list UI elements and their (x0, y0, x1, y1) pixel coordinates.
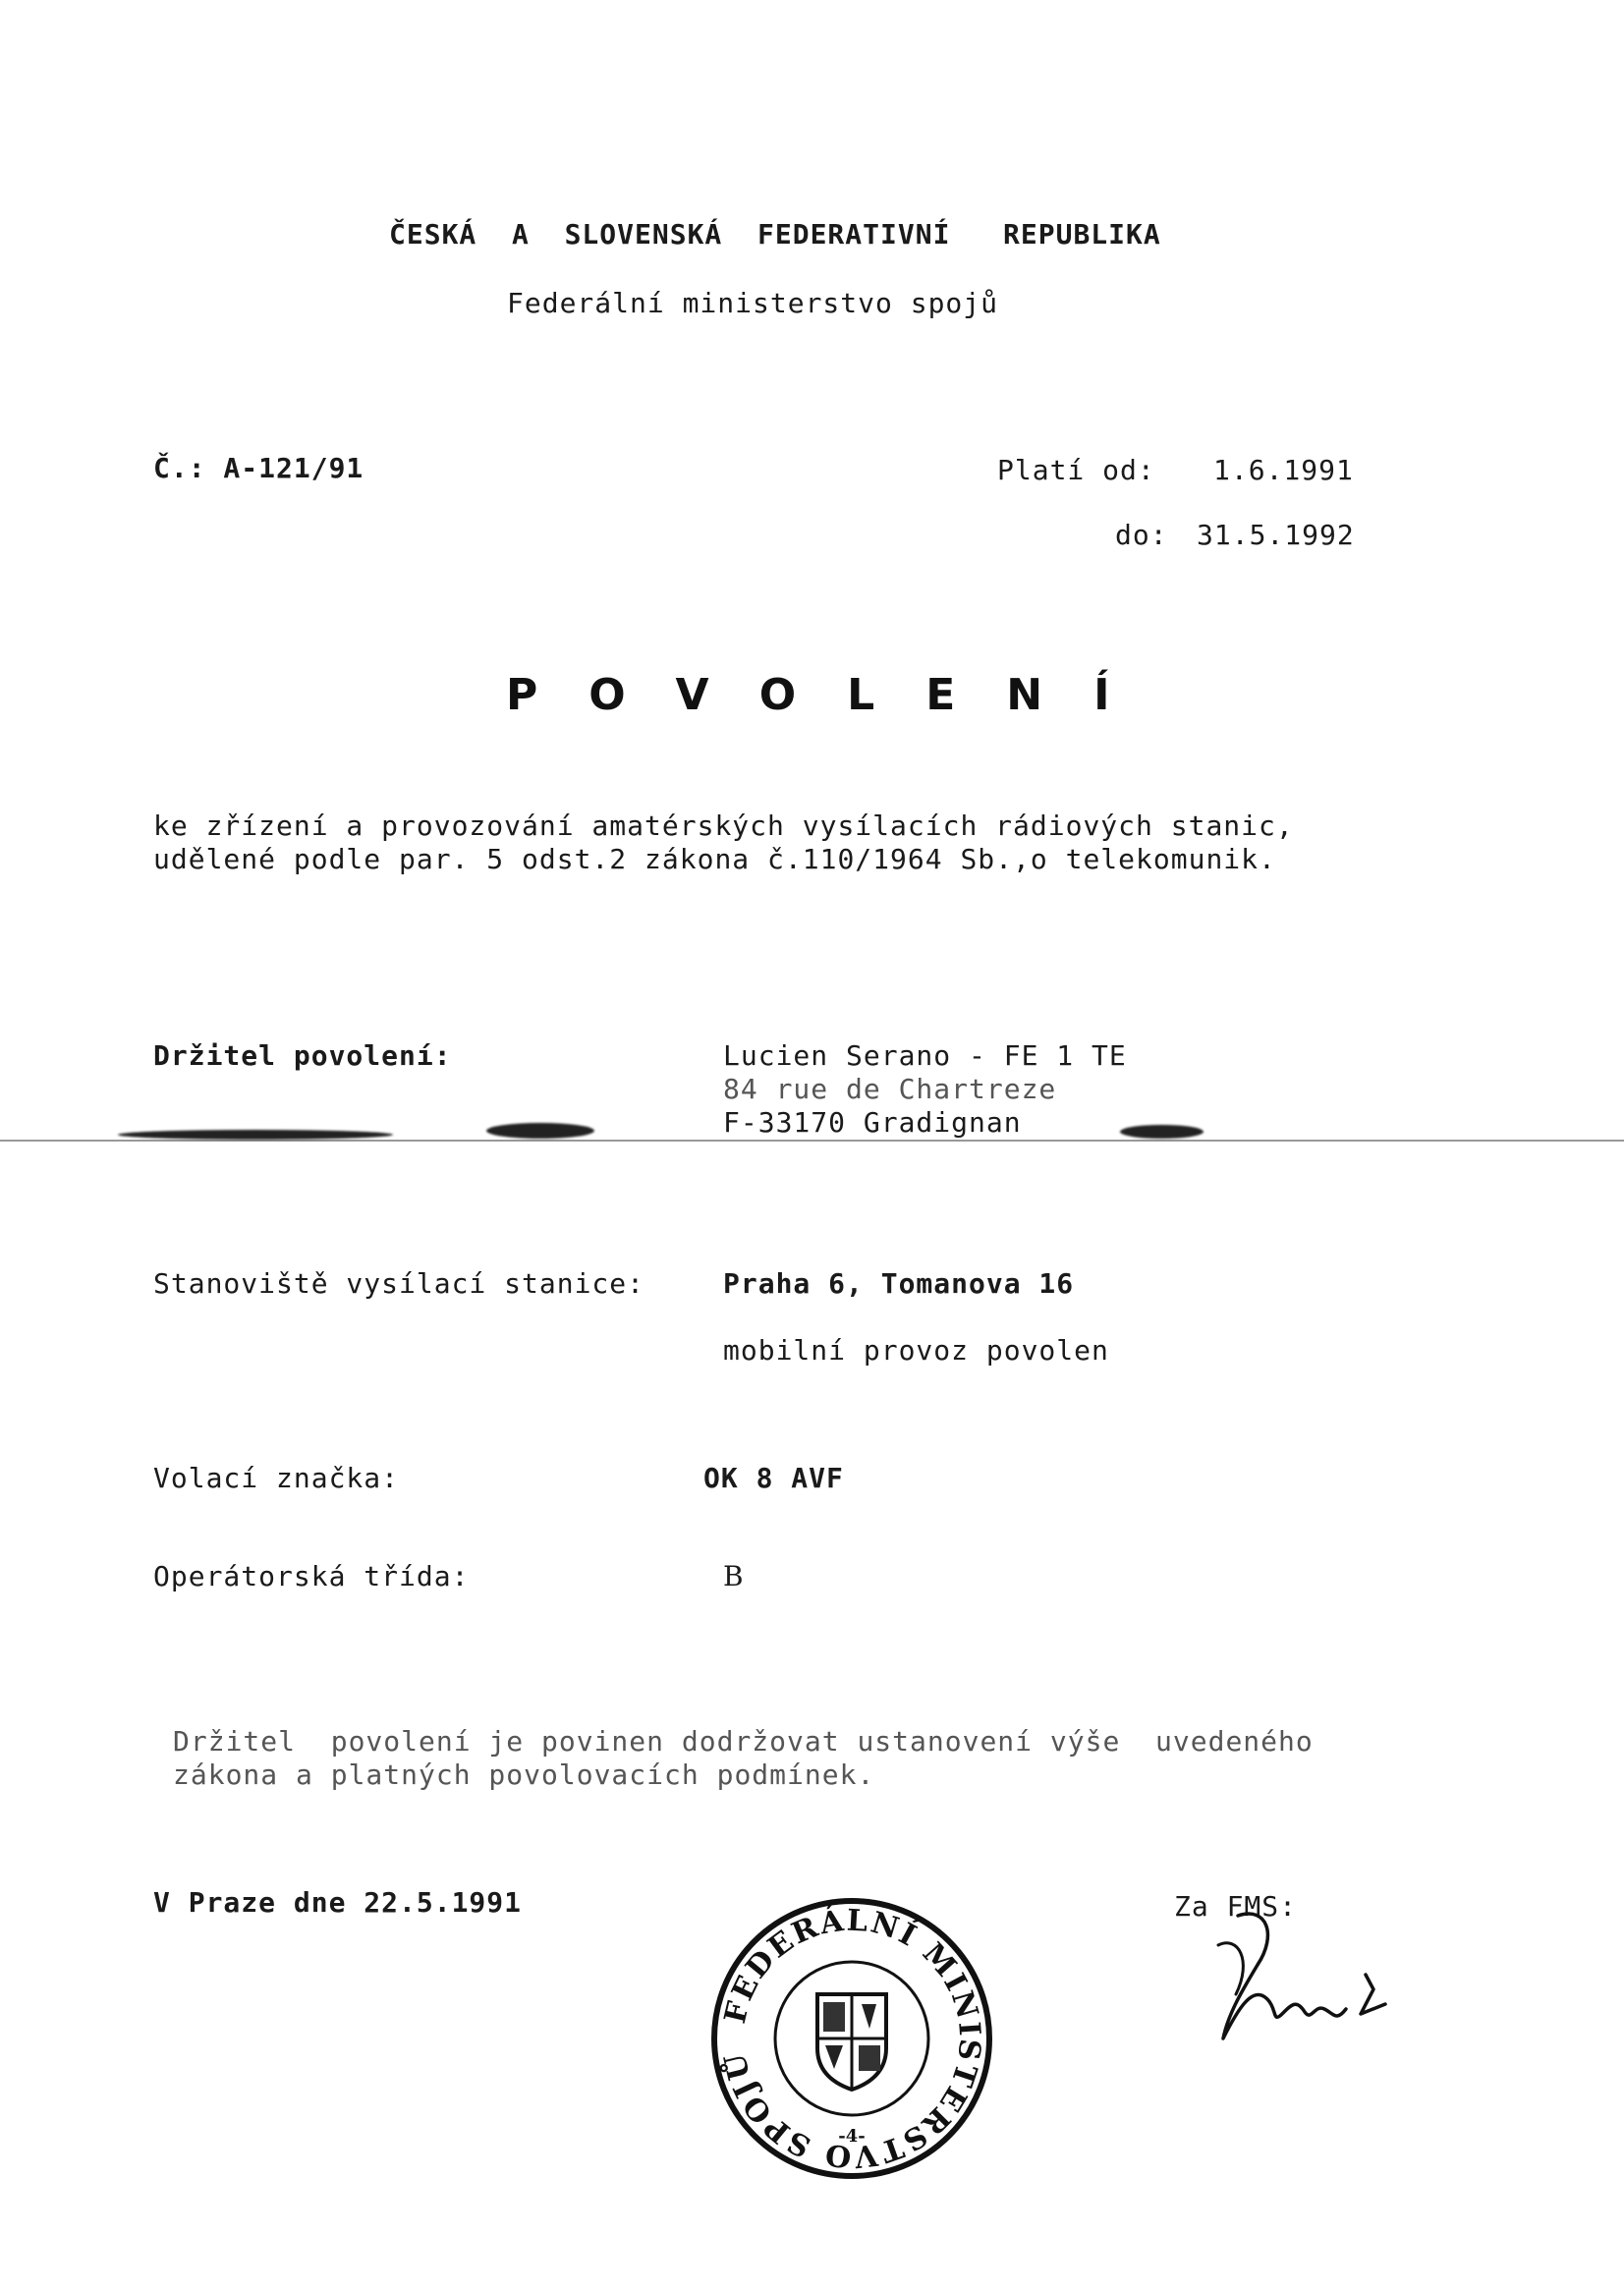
holder-label: Držitel povolení: (153, 1039, 452, 1072)
valid-from-date: 1.6.1991 (1213, 454, 1354, 486)
holder-name: Lucien Serano - FE 1 TE (723, 1039, 1127, 1072)
operator-class-label: Operátorská třída: (153, 1560, 470, 1592)
holder-street: 84 rue de Chartreze (723, 1073, 1057, 1105)
scan-smudge (118, 1130, 393, 1140)
station-location: Praha 6, Tomanova 16 (723, 1267, 1075, 1300)
obligation-line-1: Držitel povolení je povinen dodržovat ustanovení výše uvedeného (173, 1725, 1314, 1758)
station-mobile: mobilní provoz povolen (723, 1334, 1109, 1367)
stamp-number: -4- (838, 2126, 866, 2147)
callsign-label: Volací značka: (153, 1462, 400, 1494)
ministry-heading: Federální ministerstvo spojů (507, 287, 999, 319)
stamp-text: FEDERÁLNÍ MINISTERSTVO SPOJŮ (717, 1903, 987, 2174)
callsign-value: OK 8 AVF (703, 1462, 844, 1494)
holder-city: F-33170 Gradignan (723, 1106, 1022, 1139)
official-stamp (709, 1896, 994, 2181)
document-title: POVOLENÍ (506, 670, 1161, 720)
coat-of-arms-icon (817, 1994, 886, 2090)
valid-from-label: Platí od: (997, 454, 1155, 486)
handwritten-signature (1199, 1906, 1415, 2053)
place-date: V Praze dne 22.5.1991 (153, 1886, 523, 1919)
station-label: Stanoviště vysílací stanice: (153, 1267, 645, 1300)
scan-artifact-line (0, 1140, 1624, 1142)
for-fms-label: Za FMS: (1174, 1890, 1298, 1923)
operator-class-value: B (723, 1560, 745, 1592)
valid-to-label: do: (1115, 519, 1168, 551)
intro-line-2: udělené podle par. 5 odst.2 zákona č.110/1964 Sb.,o telekomunik. (153, 843, 1276, 875)
reference-number: Č.: A-121/91 (153, 452, 364, 484)
valid-to-date: 31.5.1992 (1197, 519, 1355, 551)
obligation-line-2: zákona a platných povolovacích podmínek. (173, 1759, 875, 1791)
scan-smudge (486, 1123, 594, 1139)
scan-smudge (1120, 1125, 1204, 1139)
country-heading: ČESKÁ A SLOVENSKÁ FEDERATIVNÍ REPUBLIKA (389, 218, 1161, 251)
intro-line-1: ke zřízení a provozování amatérských vysílacích rádiových stanic, (153, 810, 1294, 842)
